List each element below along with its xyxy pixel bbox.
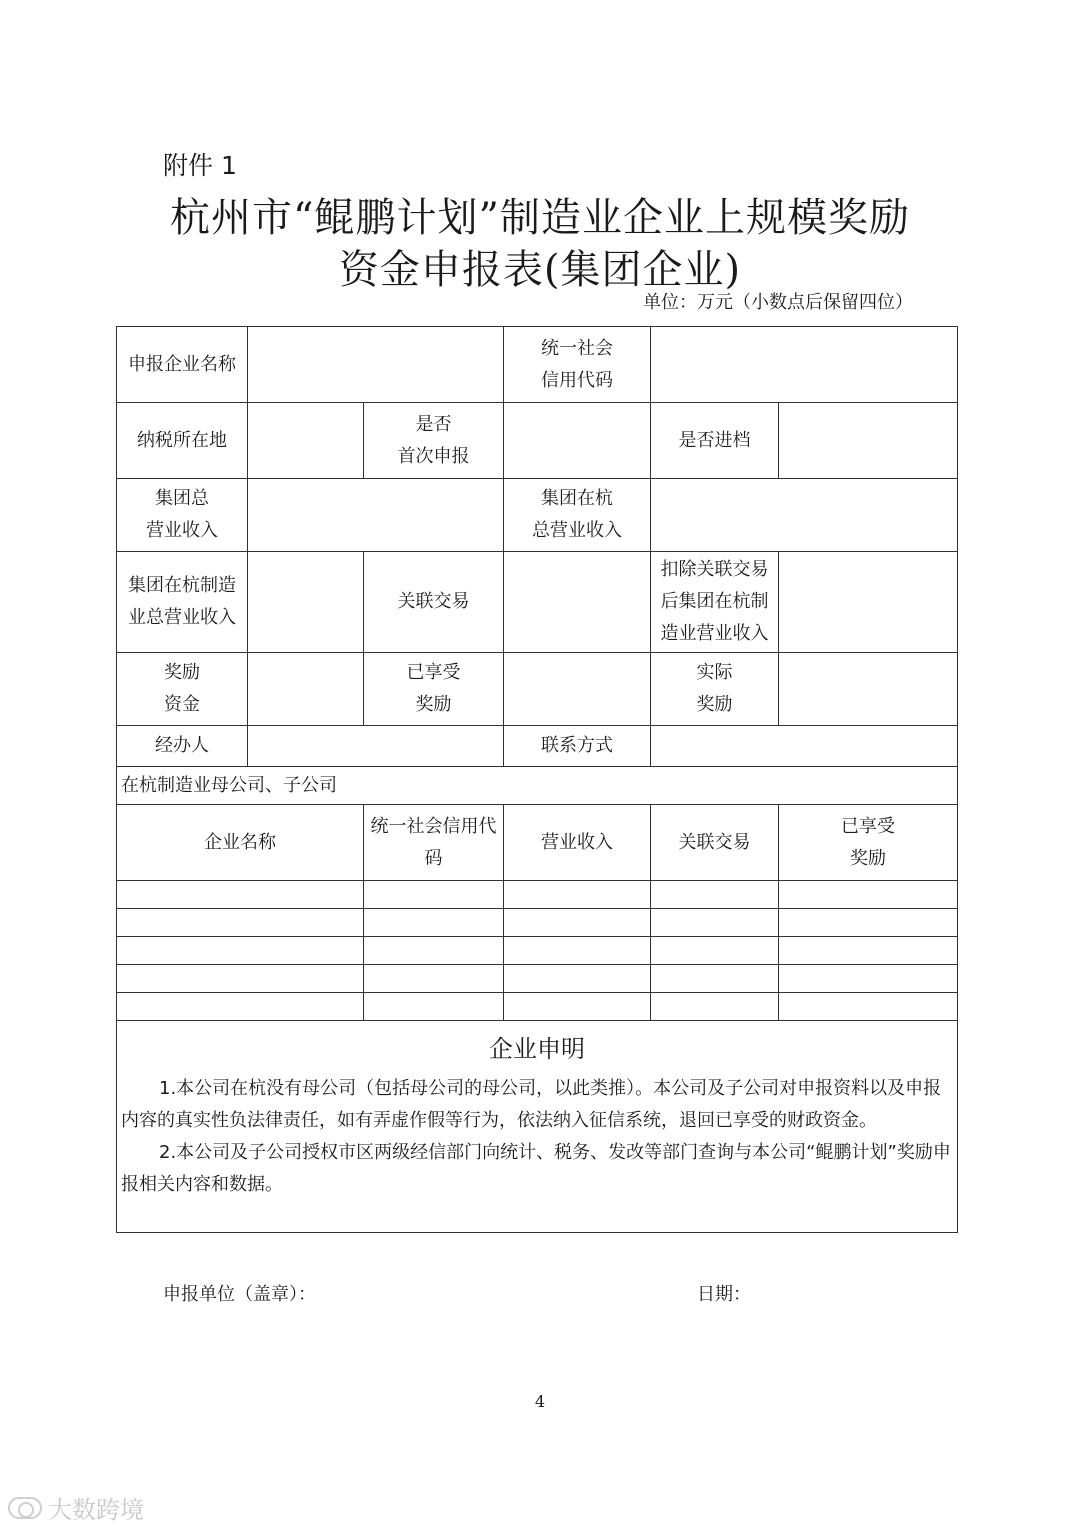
unit-seal-label: 申报单位（盖章）： [163,1284,316,1305]
form-title-line2: 资金申报表(集团企业) [338,247,742,293]
revenue-cell[interactable] [504,965,651,993]
form-title-line1: 杭州市“鲲鹏计划”制造业企业上规模奖励 [170,195,910,241]
sub-header-related-trade: 关联交易 [651,805,779,881]
credit-code-cell[interactable] [364,993,504,1021]
group-hz-mfg-revenue-field[interactable] [248,552,364,653]
related-trade-cell[interactable] [651,993,779,1021]
date-label: 日期： [697,1284,751,1305]
first-apply-label: 是否 首次申报 [364,403,504,479]
company-name-cell[interactable] [117,909,364,937]
tax-location-field[interactable] [248,403,364,479]
related-trade-cell[interactable] [651,965,779,993]
group-revenue-field[interactable] [248,479,504,552]
related-trade-cell[interactable] [651,937,779,965]
actual-reward-label: 实际 奖励 [651,653,779,726]
watermark-text: 大数跨境 [48,1496,144,1524]
unit-note: 单位：万元（小数点后保留四位） [643,292,913,313]
reward-fund-field[interactable] [248,653,364,726]
first-apply-field[interactable] [504,403,651,479]
sub-header-revenue: 营业收入 [504,805,651,881]
tax-location-label: 纳税所在地 [117,403,248,479]
related-trade-cell[interactable] [651,909,779,937]
company-name-cell[interactable] [117,937,364,965]
group-hz-revenue-label: 集团在杭 总营业收入 [504,479,651,552]
received-reward-cell[interactable] [779,937,958,965]
table-row [117,993,958,1021]
company-name-cell[interactable] [117,965,364,993]
deducted-revenue-label: 扣除关联交易 后集团在杭制 造业营业收入 [651,552,779,653]
deducted-revenue-field[interactable] [779,552,958,653]
company-name-cell[interactable] [117,881,364,909]
received-reward-label: 已享受 奖励 [364,653,504,726]
received-reward-field[interactable] [504,653,651,726]
credit-code-label: 统一社会 信用代码 [504,327,651,403]
archived-label: 是否进档 [651,403,779,479]
table-row [117,909,958,937]
applicant-name-label: 申报企业名称 [117,327,248,403]
credit-code-field[interactable] [651,327,958,403]
watermark-logo-icon [8,1497,42,1519]
applicant-name-field[interactable] [248,327,504,403]
sub-header-received-reward: 已享受 奖励 [779,805,958,881]
page-number: 4 [534,1392,546,1411]
handler-label: 经办人 [117,726,248,767]
group-hz-revenue-field[interactable] [651,479,958,552]
watermark [8,1490,144,1525]
related-trade-label: 关联交易 [364,552,504,653]
revenue-cell[interactable] [504,937,651,965]
reward-fund-label: 奖励 资金 [117,653,248,726]
received-reward-cell[interactable] [779,965,958,993]
credit-code-cell[interactable] [364,937,504,965]
sub-header-credit-code: 统一社会信用代码 [364,805,504,881]
revenue-cell[interactable] [504,993,651,1021]
sub-header-company-name: 企业名称 [117,805,364,881]
table-row [117,881,958,909]
company-name-cell[interactable] [117,993,364,1021]
revenue-cell[interactable] [504,881,651,909]
related-trade-cell[interactable] [651,881,779,909]
archived-field[interactable] [779,403,958,479]
related-trade-field[interactable] [504,552,651,653]
credit-code-cell[interactable] [364,965,504,993]
credit-code-cell[interactable] [364,909,504,937]
attachment-label: 附件 1 [163,151,237,180]
group-hz-mfg-revenue-label: 集团在杭制造 业总营业收入 [117,552,248,653]
declaration-clause-2: 2.本公司及子公司授权市区两级经信部门向统计、税务、发改等部门查询与本公司“鲲鹏计划”奖励申报相关内容和数据。 [121,1142,951,1195]
application-form-table [116,326,958,1233]
contact-field[interactable] [651,726,958,767]
declaration-clause-1: 1.本公司在杭没有母公司（包括母公司的母公司，以此类推）。本公司及子公司对申报资料以及申报内容的真实性负法律责任，如有弄虚作假等行为，依法纳入征信系统，退回已享受的财政资金。 [121,1078,942,1131]
declaration-block [117,1021,958,1233]
revenue-cell[interactable] [504,909,651,937]
received-reward-cell[interactable] [779,909,958,937]
group-revenue-label: 集团总 营业收入 [117,479,248,552]
credit-code-cell[interactable] [364,881,504,909]
actual-reward-field[interactable] [779,653,958,726]
received-reward-cell[interactable] [779,881,958,909]
table-row [117,965,958,993]
declaration-title: 企业申明 [489,1035,585,1063]
subsidiary-section-title: 在杭制造业母公司、子公司 [117,767,958,805]
received-reward-cell[interactable] [779,993,958,1021]
handler-field[interactable] [248,726,504,767]
contact-label: 联系方式 [504,726,651,767]
table-row [117,937,958,965]
